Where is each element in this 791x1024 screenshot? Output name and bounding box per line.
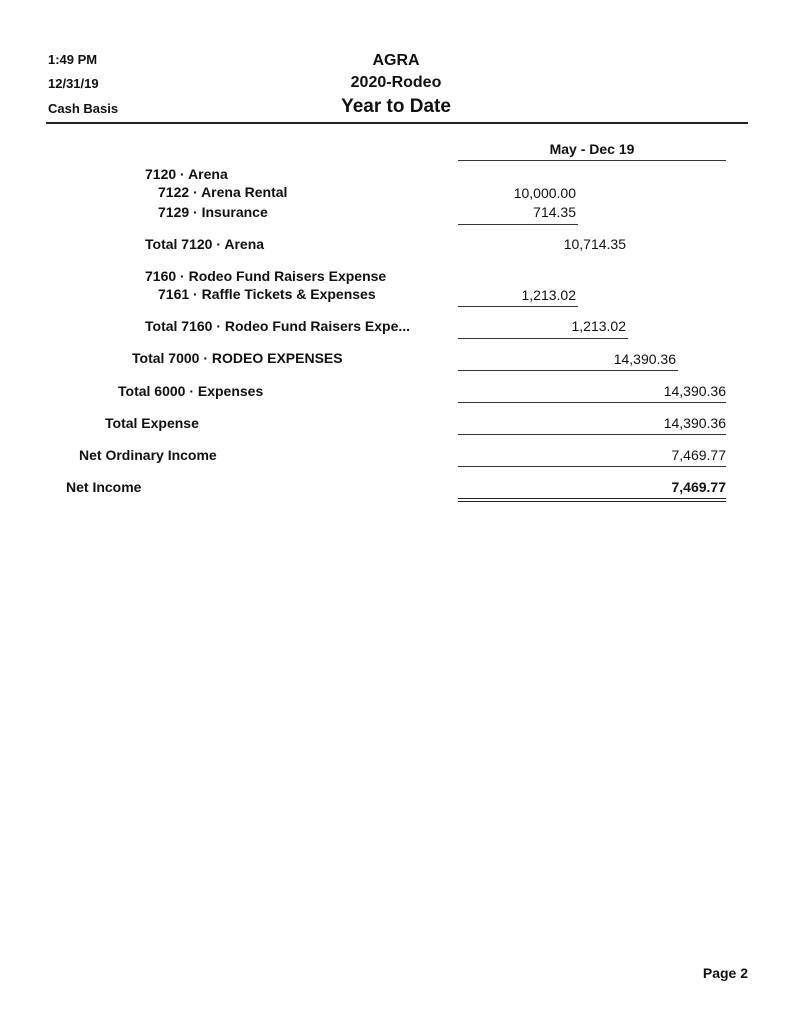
row-label-arena-rental: 7122 · Arena Rental xyxy=(158,184,288,200)
row-label-total-arena: Total 7120 · Arena xyxy=(145,236,265,252)
report-basis: Cash Basis xyxy=(48,101,119,116)
row-label-total-expenses-6000: Total 6000 · Expenses xyxy=(118,383,264,399)
row-amount-total-rodeo-expenses: 14,390.36 xyxy=(613,351,676,367)
row-label-net-income: Net Income xyxy=(66,479,142,495)
company-name: AGRA xyxy=(372,52,420,69)
row-amount-total-fund-raisers: 1,213.02 xyxy=(571,318,626,334)
row-amount-total-expense: 14,390.36 xyxy=(663,415,726,431)
row-label-total-fund-raisers: Total 7160 · Rodeo Fund Raisers Expe... xyxy=(145,318,411,334)
header-divider xyxy=(46,122,748,124)
subtotal-rule xyxy=(458,224,578,225)
row-label-insurance: 7129 · Insurance xyxy=(158,204,268,220)
row-amount-insurance: 714.35 xyxy=(533,204,576,220)
report-title: 2020-Rodeo xyxy=(350,74,442,91)
row-label-fund-raisers: 7160 · Rodeo Fund Raisers Expense xyxy=(145,268,387,284)
row-label-arena: 7120 · Arena xyxy=(145,166,228,182)
grand-total-double-rule xyxy=(458,498,726,502)
report-date: 12/31/19 xyxy=(48,76,99,91)
subtotal-rule xyxy=(458,306,578,307)
subtotal-rule xyxy=(458,338,628,339)
row-amount-total-arena: 10,714.35 xyxy=(563,236,626,252)
subtotal-rule xyxy=(458,466,726,467)
subtotal-rule xyxy=(458,434,726,435)
subtotal-rule xyxy=(458,402,726,403)
column-header: May - Dec 19 xyxy=(549,141,635,157)
period-title: Year to Date xyxy=(341,96,451,117)
row-label-net-ordinary-income: Net Ordinary Income xyxy=(79,447,217,463)
row-amount-raffle: 1,213.02 xyxy=(521,287,576,303)
page-number: Page 2 xyxy=(702,965,748,981)
row-label-total-rodeo-expenses: Total 7000 · RODEO EXPENSES xyxy=(132,350,343,366)
row-label-raffle: 7161 · Raffle Tickets & Expenses xyxy=(158,286,376,302)
column-header-rule xyxy=(458,160,726,161)
row-amount-arena-rental: 10,000.00 xyxy=(513,185,576,201)
row-amount-net-income: 7,469.77 xyxy=(671,479,726,495)
row-amount-net-ordinary-income: 7,469.77 xyxy=(671,447,726,463)
report-time: 1:49 PM xyxy=(48,52,98,67)
row-label-total-expense: Total Expense xyxy=(105,415,199,431)
row-amount-total-expenses-6000: 14,390.36 xyxy=(663,383,726,399)
subtotal-rule xyxy=(458,370,678,371)
